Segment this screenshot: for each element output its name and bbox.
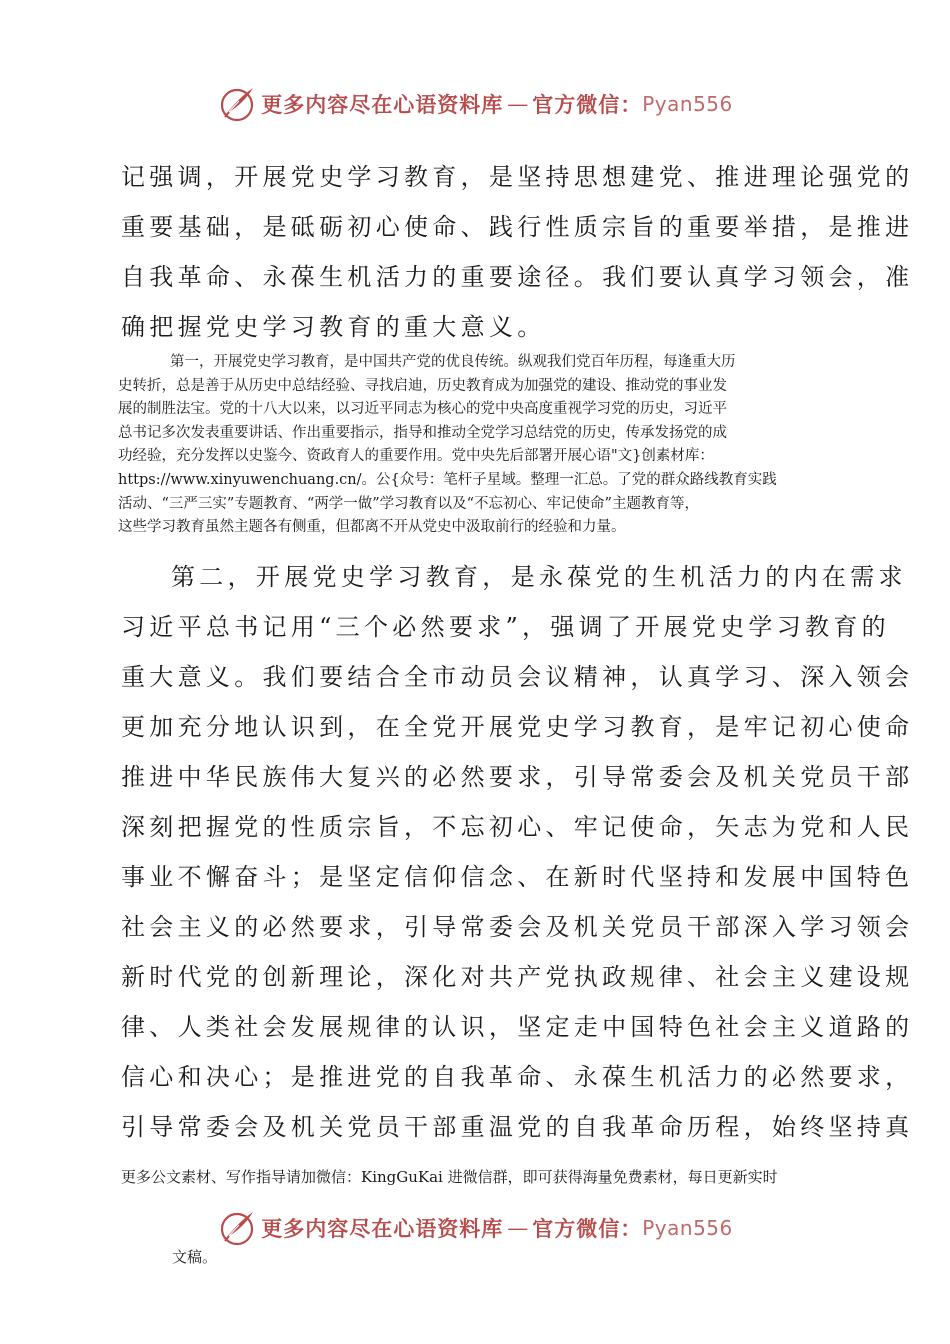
second-line: 律、人类社会发展规律的认识，坚定走中国特色社会主义道路的 [121,1013,914,1041]
first-line: 这些学习教育虽然主题各有侧重，但都离不开从党史中汲取前行的经验和力量。 [118,519,626,536]
watermark-separator: — [507,92,529,116]
second-line: 信心和决心；是推进党的自我革命、永葆生机活力的必然要求， [121,1063,914,1091]
first-line: 史转折，总是善于从历史中总结经验、寻找启迪，历史教育成为加强党的建设、推动党的事业发 [118,377,727,394]
second-line: 深刻把握党的性质宗旨，不忘初心、牢记使命，矢志为党和人民 [121,813,914,841]
watermark-id: Pyan556 [642,1216,733,1240]
first-line: 总书记多次发表重要讲话、作出重要指示，指导和推动全党学习总结党的历史，传承发扬党的成 [118,424,727,441]
intro-line: 重要基础，是砥砺初心使命、践行性质宗旨的重要举措，是推进 [121,213,914,241]
first-line: 功经验，充分发挥以史鉴今、资政育人的重要作用。党中央先后部署开展心语"文}创素材库： [118,448,714,465]
intro-line: 自我革命、永葆生机活力的重要途径。我们要认真学习领会，准 [121,263,914,291]
watermark-label: 官方微信： [532,92,643,117]
watermark-title: 更多内容尽在心语资料库 [261,1216,504,1241]
first-line: https://www.xinyuwenchuang.cn/。公{众号：笔杆子星域。整理一汇总。了党的群众路线教育实践 [118,471,777,488]
second-line: 社会主义的必然要求，引导常委会及机关党员干部深入学习领会 [121,913,914,941]
watermark-id: Pyan556 [642,92,733,116]
paragraph-second [121,552,914,1152]
watermark-label: 官方微信： [532,1216,643,1241]
intro-line: 确把握党史学习教育的重大意义。 [121,313,546,341]
footer-note: 更多公文素材、写作指导请加微信：KingGuKai 进微信群，即可获得海量免费素材，每日更新实时 [121,1168,778,1186]
second-line: 事业不懈奋斗；是坚定信仰信念、在新时代坚持和发展中国特色 [121,863,914,891]
first-line: 第一，开展党史学习教育，是中国共产党的优良传统。纵观我们党百年历程，每逢重大历 [170,354,736,370]
watermark-title: 更多内容尽在心语资料库 [261,92,504,117]
second-line: 引导常委会及机关党员干部重温党的自我革命历程，始终坚持真 [121,1113,914,1141]
second-line: 新时代党的创新理论，深化对共产党执政规律、社会主义建设规 [121,963,914,991]
quill-logo-icon [217,84,257,124]
second-line: 重大意义。我们要结合全市动员会议精神，认真学习、深入领会 [121,663,914,691]
second-line: 习近平总书记用“三个必然要求”，强调了开展党史学习教育的 [121,613,890,641]
quill-logo-icon [217,1208,257,1248]
first-line: 活动、“三严三实”专题教育、“两学一做”学习教育以及“不忘初心、牢记使命”主题教育等， [118,495,699,512]
paragraph-intro [121,152,914,352]
first-line: 展的制胜法宝。党的十八大以来，以习近平同志为核心的党中央高度重视学习党的历史，习近平 [118,401,727,418]
watermark-top [0,82,950,126]
second-line: 更加充分地认识到，在全党开展党史学习教育，是牢记初心使命 [121,713,914,741]
footer-tail: 文稿。 [172,1248,218,1266]
paragraph-first [118,351,836,540]
watermark-bottom [0,1206,950,1250]
second-line: 推进中华民族伟大复兴的必然要求，引导常委会及机关党员干部 [121,763,914,791]
watermark-separator: — [507,1216,529,1240]
intro-line: 记强调，开展党史学习教育，是坚持思想建党、推进理论强党的 [121,163,914,191]
second-line: 第二，开展党史学习教育，是永葆党的生机活力的内在需求 [171,563,907,591]
